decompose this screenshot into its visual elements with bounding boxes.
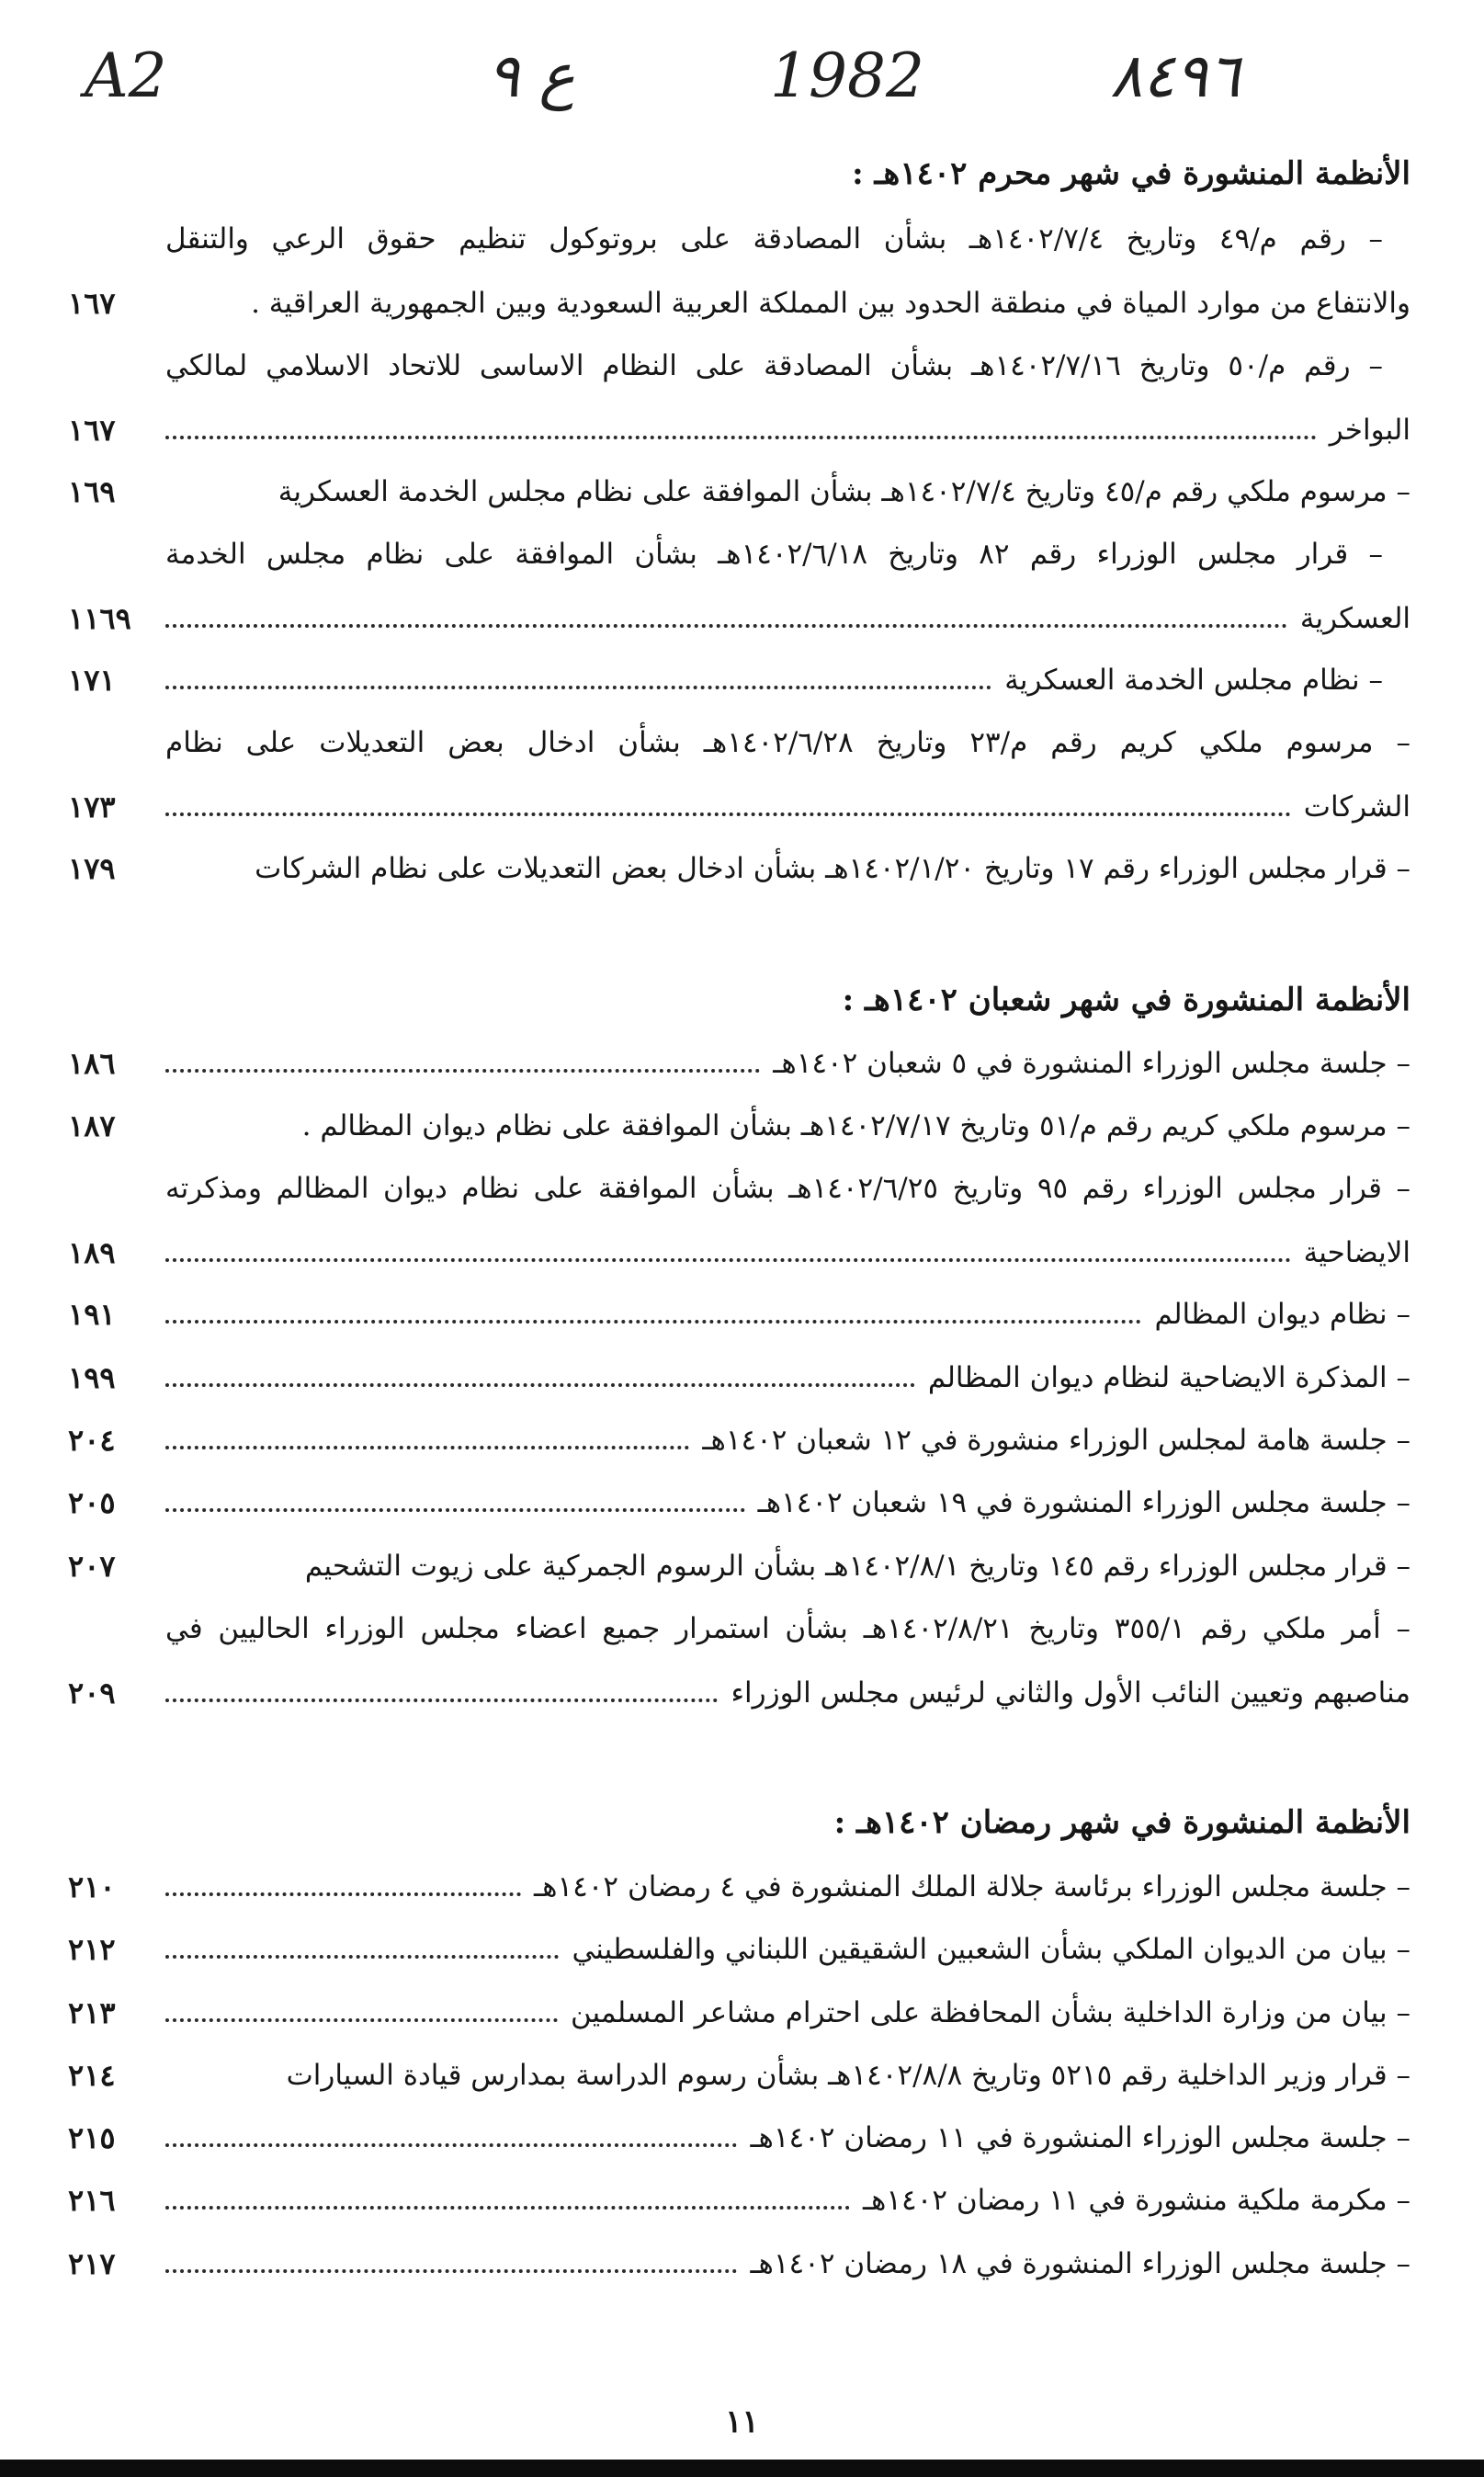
leader-dots xyxy=(165,1699,718,1702)
page-ref: ٢٠٩ xyxy=(68,1676,116,1710)
page-ref: ٢٠٥ xyxy=(68,1485,116,1520)
page-ref: ٢١٧ xyxy=(68,2246,116,2281)
page-ref: ١٨٧ xyxy=(68,1108,116,1143)
page-number: ١١ xyxy=(725,2403,759,2440)
entry-line: – قرار مجلس الوزراء رقم ١٧ وتاريخ ١٤٠٢/١/٢٠هـ بشأن ادخال بعض التعديلات على نظام الشركات ١٧٩ xyxy=(0,836,1484,901)
entry-line: – قرار مجلس الوزراء رقم ٩٥ وتاريخ ١٤٠٢/٦/٢٥هـ بشأن الموافقة على نظام ديوان المظالم ومذكرته xyxy=(165,1172,1410,1205)
toc-entry xyxy=(0,1346,1484,1410)
leader-dots xyxy=(165,812,1291,816)
page-ref: ١٧٣ xyxy=(68,790,116,824)
toc-entry xyxy=(0,648,1484,712)
toc-entry xyxy=(0,1031,1484,1096)
toc-entry xyxy=(0,334,1484,462)
toc-entry xyxy=(0,1855,1484,1919)
entry-line: – مرسوم ملكي كريم رقم م/٢٣ وتاريخ ١٤٠٢/٦/٢٨هـ بشأن ادخال بعض التعديلات على نظام xyxy=(165,726,1410,759)
handwritten-note-2: ع ٩ xyxy=(487,40,575,111)
leader-dots xyxy=(165,1955,559,1959)
toc-entry xyxy=(0,1282,1484,1346)
toc-entry xyxy=(0,1094,1484,1158)
leader-dots xyxy=(165,1069,760,1073)
page-ref: ١١٦٩ xyxy=(68,601,131,636)
page-ref: ١٧٩ xyxy=(68,851,116,886)
entry-line: – جلسة مجلس الوزراء المنشورة في ١١ رمضان ١٤٠٢هـ ٢١٥ xyxy=(0,2106,1484,2170)
toc-entry xyxy=(0,2168,1484,2233)
page-ref: ٢٠٧ xyxy=(68,1549,116,1584)
entry-line: البواخر ١٦٧ xyxy=(0,398,1484,462)
page-ref: ٢١٢ xyxy=(68,1932,116,1967)
entry-line: – جلسة مجلس الوزراء المنشورة في ١٨ رمضان ١٤٠٢هـ ٢١٧ xyxy=(0,2232,1484,2296)
toc-entry xyxy=(0,836,1484,901)
section-title-muharram: الأنظمة المنشورة في شهر محرم ١٤٠٢هـ : xyxy=(852,155,1410,192)
entry-line: – جلسة مجلس الوزراء المنشورة في ١٩ شعبان ١٤٠٢هـ ٢٠٥ xyxy=(0,1471,1484,1535)
entry-line: الايضاحية ١٨٩ xyxy=(0,1221,1484,1285)
entry-line: – نظام ديوان المظالم ١٩١ xyxy=(0,1282,1484,1346)
toc-entry xyxy=(0,1408,1484,1472)
leader-dots xyxy=(165,686,991,689)
entry-line: مناصبهم وتعيين النائب الأول والثاني لرئيس مجلس الوزراء ٢٠٩ xyxy=(0,1661,1484,1725)
entry-line: والانتفاع من موارد المياة في منطقة الحدود بين المملكة العربية السعودية وبين الجمهورية العراقية . ١٦٧ xyxy=(0,271,1484,335)
entry-line: – رقم م/٤٩ وتاريخ ١٤٠٢/٧/٤هـ بشأن المصادقة على بروتوكول تنظيم حقوق الرعي والتنقل xyxy=(165,222,1383,256)
entry-line: الشركات ١٧٣ xyxy=(0,775,1484,839)
toc-entry xyxy=(0,1917,1484,1982)
entry-line: – جلسة هامة لمجلس الوزراء منشورة في ١٢ شعبان ١٤٠٢هـ ٢٠٤ xyxy=(0,1408,1484,1472)
entry-line: – بيان من الديوان الملكي بشأن الشعبين الشقيقين اللبناني والفلسطيني ٢١٢ xyxy=(0,1917,1484,1982)
entry-line: – أمر ملكي رقم ٣٥٥/١ وتاريخ ١٤٠٢/٨/٢١هـ بشأن استمرار جميع اعضاء مجلس الوزراء الحاليين في xyxy=(165,1612,1410,1645)
page-ref: ٢١٤ xyxy=(68,2058,116,2093)
entry-line: – قرار مجلس الوزراء رقم ١٤٥ وتاريخ ١٤٠٢/٨/١هـ بشأن الرسوم الجمركية على زيوت التشحيم ٢٠٧ xyxy=(0,1534,1484,1598)
leader-dots xyxy=(165,2206,850,2210)
toc-entry xyxy=(0,1471,1484,1535)
toc-entry xyxy=(0,2106,1484,2170)
page-ref: ١٨٦ xyxy=(68,1046,116,1081)
page-ref: ١٩٩ xyxy=(68,1360,116,1395)
toc-entry xyxy=(0,2232,1484,2296)
section-title-shaban: الأنظمة المنشورة في شهر شعبان ١٤٠٢هـ : xyxy=(842,982,1410,1018)
entry-line: – المذكرة الايضاحية لنظام ديوان المظالم ١٩٩ xyxy=(0,1346,1484,1410)
handwritten-note-1: A2 xyxy=(85,40,167,111)
leader-dots xyxy=(165,2143,737,2147)
page-ref: ١٨٩ xyxy=(68,1235,116,1270)
handwritten-note-4: ٨٤٩٦ xyxy=(1110,40,1240,111)
entry-line: العسكرية ١١٦٩ xyxy=(0,586,1484,651)
toc-entry xyxy=(0,207,1484,335)
page-ref: ١٧١ xyxy=(68,663,116,698)
handwritten-note-year: 1982 xyxy=(770,40,924,111)
entry-line: – بيان من وزارة الداخلية بشأن المحافظة على احترام مشاعر المسلمين ٢١٣ xyxy=(0,1981,1484,2045)
leader-dots xyxy=(165,436,1317,439)
entry-line: – جلسة مجلس الوزراء المنشورة في ٥ شعبان ١٤٠٢هـ ١٨٦ xyxy=(0,1031,1484,1096)
leader-dots xyxy=(165,1446,689,1449)
page-ref: ٢١٠ xyxy=(68,1869,116,1904)
page-ref: ١٦٩ xyxy=(68,474,116,509)
page-ref: ٢١٣ xyxy=(68,1995,116,2030)
page-ref: ٢١٦ xyxy=(68,2183,116,2218)
page-ref: ١٩١ xyxy=(68,1297,116,1332)
toc-entry xyxy=(0,460,1484,524)
entry-line: – مرسوم ملكي رقم م/٤٥ وتاريخ ١٤٠٢/٧/٤هـ بشأن الموافقة على نظام مجلس الخدمة العسكرية ١٦٩ xyxy=(0,460,1484,524)
toc-entry xyxy=(0,1596,1484,1725)
toc-entry xyxy=(0,522,1484,651)
toc-entry xyxy=(0,710,1484,839)
leader-dots xyxy=(165,1383,915,1387)
toc-entry xyxy=(0,1981,1484,2045)
entry-line: – قرار وزير الداخلية رقم ٥٢١٥ وتاريخ ١٤٠٢/٨/٨هـ بشأن رسوم الدراسة بمدارس قيادة السيارات ٢١٤ xyxy=(0,2043,1484,2108)
section-title-ramadan: الأنظمة المنشورة في شهر رمضان ١٤٠٢هـ : xyxy=(833,1804,1410,1841)
leader-dots xyxy=(165,2018,558,2022)
leader-dots xyxy=(165,2269,737,2273)
entry-line: – مرسوم ملكي كريم رقم م/٥١ وتاريخ ١٤٠٢/٧/١٧هـ بشأن الموافقة على نظام ديوان المظالم . ١٨٧ xyxy=(0,1094,1484,1158)
scan-edge-bar xyxy=(0,2460,1484,2477)
page-ref: ٢١٥ xyxy=(68,2120,116,2155)
page-ref: ١٦٧ xyxy=(68,286,116,321)
leader-dots xyxy=(165,1320,1141,1324)
toc-entry xyxy=(0,1534,1484,1598)
leader-dots xyxy=(165,1892,521,1896)
entry-line: – رقم م/٥٠ وتاريخ ١٤٠٢/٧/١٦هـ بشأن المصادقة على النظام الاساسى للاتحاد الاسلامي لمالكي xyxy=(165,349,1383,382)
entry-line: – جلسة مجلس الوزراء برئاسة جلالة الملك المنشورة في ٤ رمضان ١٤٠٢هـ ٢١٠ xyxy=(0,1855,1484,1919)
leader-dots xyxy=(165,1258,1291,1262)
entry-line: – نظام مجلس الخدمة العسكرية ١٧١ xyxy=(0,648,1484,712)
page-ref: ١٦٧ xyxy=(68,413,116,448)
leader-dots xyxy=(165,1508,745,1512)
toc-entry xyxy=(0,1156,1484,1285)
page-ref: ٢٠٤ xyxy=(68,1423,116,1458)
entry-line: – مكرمة ملكية منشورة في ١١ رمضان ١٤٠٢هـ ٢١٦ xyxy=(0,2168,1484,2233)
entry-line: – قرار مجلس الوزراء رقم ٨٢ وتاريخ ١٤٠٢/٦/١٨هـ بشأن الموافقة على نظام مجلس الخدمة xyxy=(165,538,1383,571)
leader-dots xyxy=(165,624,1287,628)
toc-entry xyxy=(0,2043,1484,2108)
